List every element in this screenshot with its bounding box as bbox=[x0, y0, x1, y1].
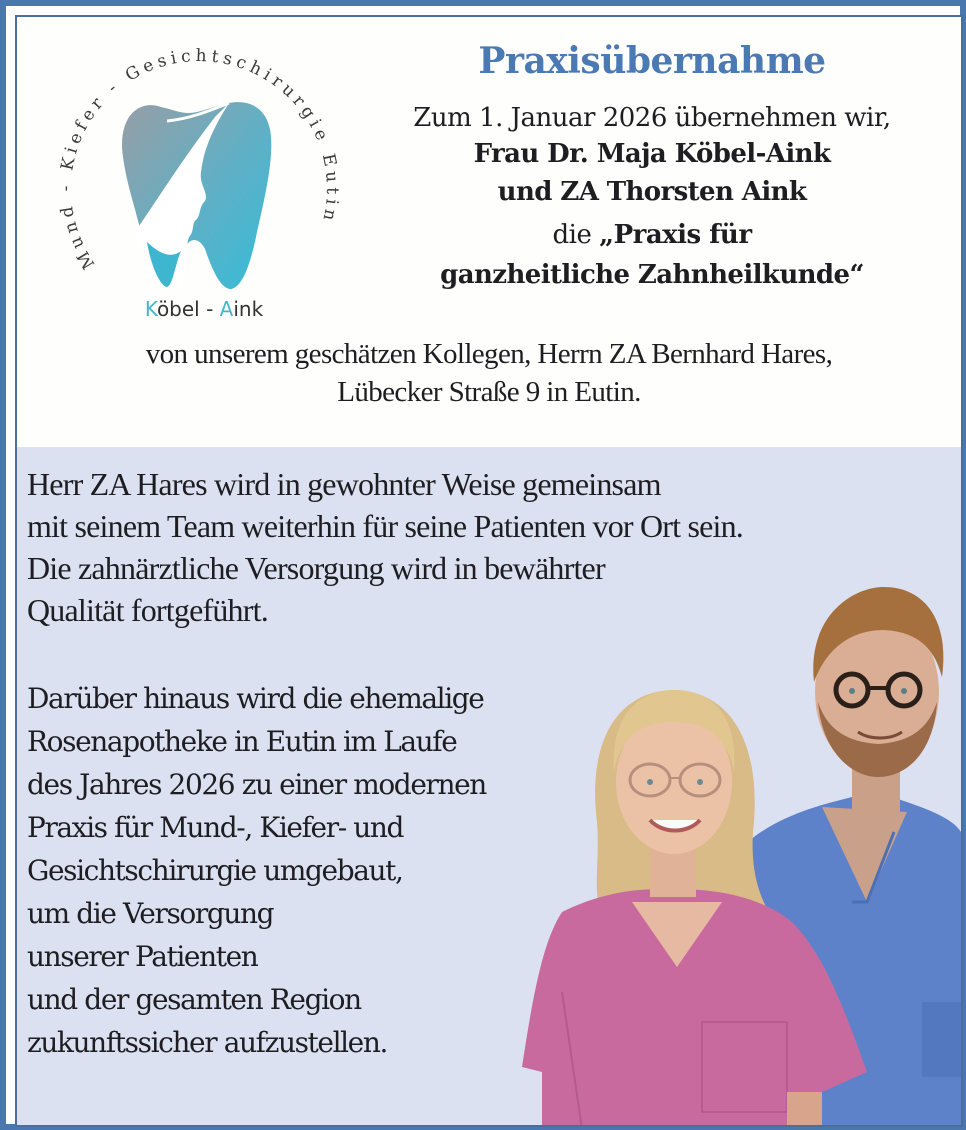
paragraph-line: mit seinem Team weiterhin für seine Patienten vor Ort sein. bbox=[27, 508, 743, 544]
new-owner-2: und ZA Thorsten Aink bbox=[497, 177, 807, 207]
practice-prefix: die bbox=[552, 220, 600, 250]
paragraph-line: Die zahnärztliche Versorgung wird in bewährter bbox=[27, 550, 605, 586]
practice-name-line-1 bbox=[377, 215, 927, 255]
headline-block bbox=[377, 39, 927, 295]
paragraph-line: Praxis für Mund-, Kiefer- und bbox=[27, 811, 404, 844]
paragraph-line: um die Versorgung bbox=[27, 897, 274, 930]
practice-name-part-1: „Praxis für bbox=[599, 220, 752, 250]
logo-name-mid: öbel - bbox=[156, 297, 220, 321]
svg-text:Köbel - Aink bbox=[145, 297, 264, 321]
paragraph-new-practice bbox=[27, 677, 486, 1064]
paragraph-line: des Jahres 2026 zu einer modernen bbox=[27, 768, 486, 801]
logo-name-end: ink bbox=[233, 297, 264, 321]
logo-name-a: A bbox=[219, 297, 234, 321]
paragraph-line: Gesichtschirurgie umgebaut, bbox=[27, 854, 403, 887]
page-title: Praxisübernahme bbox=[478, 40, 826, 82]
intro-text: Zum 1. Januar 2026 übernehmen wir, bbox=[413, 103, 891, 133]
ad-inner-frame bbox=[15, 15, 963, 1127]
paragraph-line: unserer Patienten bbox=[27, 940, 258, 973]
paragraph-line: Herr ZA Hares wird in gewohnter Weise gemeinsam bbox=[27, 466, 661, 502]
practice-name-line-2: ganzheitliche Zahnheilkunde“ bbox=[440, 260, 864, 290]
logo-name-k: K bbox=[144, 297, 157, 321]
previous-owner-line-1: von unserem geschätzen Kollegen, Herrn ZA Bernhard Hares, bbox=[145, 338, 833, 370]
two-dentists-portrait-image bbox=[522, 572, 961, 1127]
previous-owner-text bbox=[17, 335, 961, 411]
paragraph-line: Qualität fortgeführt. bbox=[27, 592, 268, 628]
tooth-face-profile-icon bbox=[39, 37, 369, 327]
previous-owner-address: Lübecker Straße 9 in Eutin. bbox=[337, 376, 641, 408]
paragraph-line: Rosenapotheke in Eutin im Laufe bbox=[27, 725, 457, 758]
new-owner-1: Frau Dr. Maja Köbel-Aink bbox=[473, 139, 831, 169]
paragraph-line: und der gesamten Region bbox=[27, 983, 361, 1016]
dentists-photo bbox=[522, 572, 961, 1127]
details-section bbox=[17, 447, 961, 1127]
practice-logo bbox=[39, 37, 369, 327]
paragraph-continuity bbox=[27, 463, 743, 631]
announcement-header-section bbox=[17, 17, 961, 447]
paragraph-line: zukunftssicher aufzustellen. bbox=[27, 1026, 387, 1059]
paragraph-line: Darüber hinaus wird die ehemalige bbox=[27, 682, 484, 715]
logo-ring-text: Mund - Kiefer - Gesichtschirurgie Eutin bbox=[55, 45, 343, 273]
